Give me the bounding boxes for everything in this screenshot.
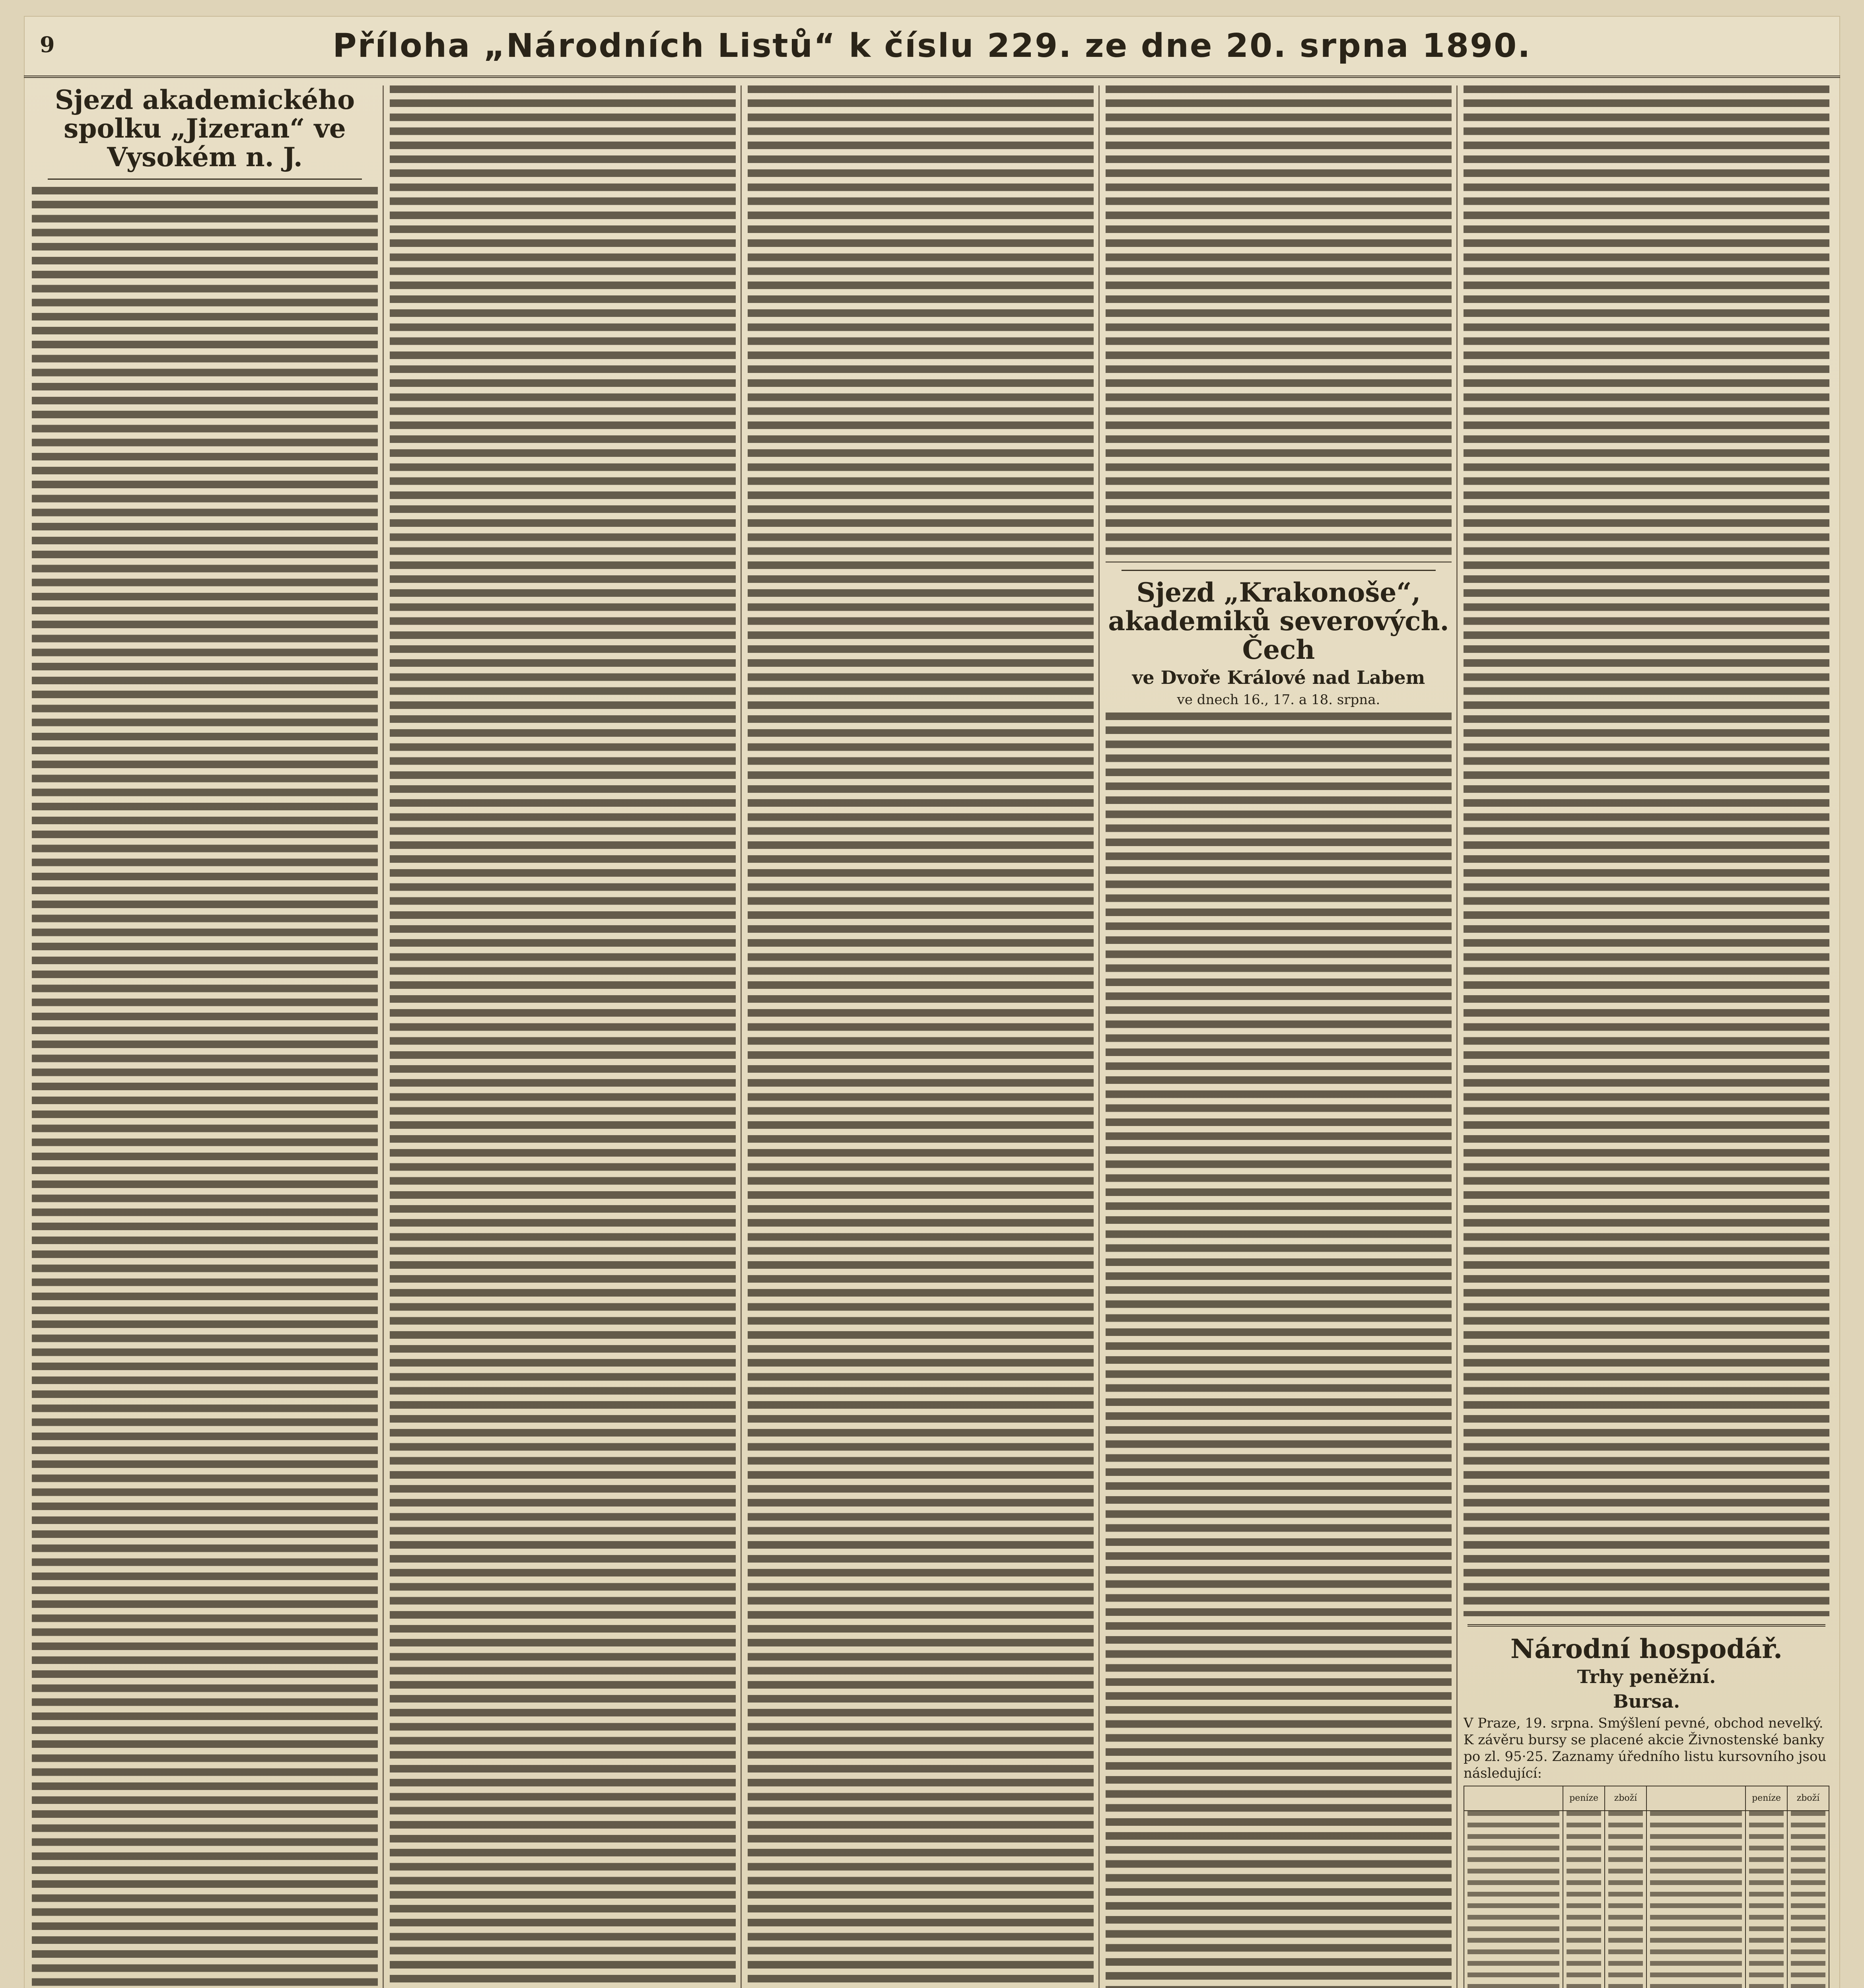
column-3 (748, 85, 1094, 1988)
article-body-bulharsko-2 (1464, 85, 1829, 1616)
newspaper-page (24, 16, 1840, 1988)
masthead-title: Příloha „Národních Listů“ k číslu 229. ze dne 20. srpna 1890. (332, 27, 1532, 65)
divider (1122, 570, 1436, 571)
table-col-names-left (1464, 1786, 1563, 1988)
headline-sjezd-jizeran: Sjezd akademického spolku „Jizeran“ ve Vysokém n. J. (54, 85, 355, 173)
table-header: peníze (1746, 1786, 1787, 1811)
column-4 (1106, 85, 1452, 1988)
headline-narodni-hospodar: Národní hospodář. (1510, 1633, 1782, 1664)
article-body-jizeran-1 (32, 187, 378, 1988)
subhead-trhy: Trhy peněžní. (1577, 1666, 1716, 1687)
column-2 (390, 85, 736, 1988)
table-header: zboží (1605, 1786, 1646, 1811)
table-col-names-right (1647, 1786, 1746, 1988)
page-number: 9 (40, 32, 55, 57)
table-header: peníze (1563, 1786, 1604, 1811)
column-rule (741, 85, 742, 1988)
table-col-penize-left (1563, 1786, 1605, 1988)
article-body-krakonos (1106, 712, 1452, 1988)
column-1 (32, 85, 378, 1988)
table-header: zboží (1788, 1786, 1829, 1811)
article-body-jizeran-2 (390, 85, 736, 1988)
article-body-jizeran-3 (748, 85, 1094, 1988)
section-bursa: Bursa. (1613, 1691, 1680, 1712)
table-col-zbozi-right (1788, 1786, 1829, 1988)
divider (48, 179, 362, 180)
bursa-intro: V Praze, 19. srpna. Smýšlení pevné, obchod nevelký. K závěru bursy se placené akcie Živnostenské banky po zl. 95·25. Zaznamy úředního listu kursovního jsou následující: (1464, 1715, 1827, 1781)
table-col-penize-right (1746, 1786, 1788, 1988)
article-body-jizeran-4 (1106, 85, 1452, 563)
kursovni-tabulka (1464, 1786, 1829, 1988)
masthead (24, 16, 1840, 78)
divider (1467, 1624, 1825, 1627)
dateline-krakonos: ve dnech 16., 17. a 18. srpna. (1177, 692, 1380, 708)
column-rule (1456, 85, 1458, 1988)
table-col-zbozi-left (1605, 1786, 1647, 1988)
column-rule (1098, 85, 1100, 1988)
column-rule (383, 85, 384, 1988)
headline-krakonos: Sjezd „Krakonoše“, akademiků severových. Čech (1108, 577, 1449, 665)
column-5 (1464, 85, 1829, 1988)
subhead-krakonos: ve Dvoře Králové nad Labem (1132, 667, 1425, 688)
